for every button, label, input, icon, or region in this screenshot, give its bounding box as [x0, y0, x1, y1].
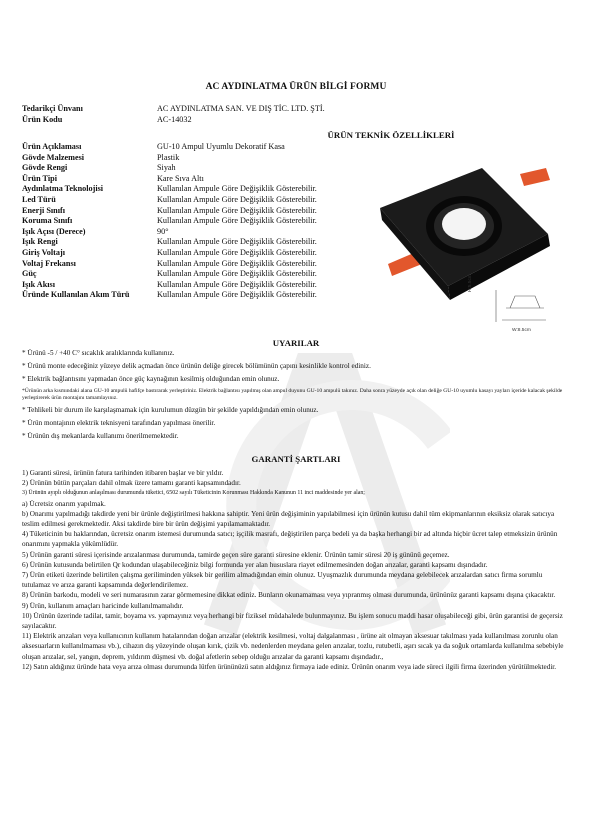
spec-label: Giriş Voltajı: [22, 247, 65, 257]
warranty-title: GARANTİ ŞARTLARI: [251, 454, 341, 464]
warranty-item: b) Onarımı yapılmadığı takdirde yeni bir ürünle değiştirilmesi hakkına sahiptir. Yeni ürün değişiminin yapılabilmesi için ürünün kutusu dahil tüm ekipmanlarının eksiksiz olarak satıcıya teslim edilmesi gerekmektedir. Aksi takdirde bire bir ürün değişimi yapılamamaktadır.: [22, 509, 555, 529]
spec-row: [22, 269, 387, 280]
warranty-item: 4) Tüketicinin bu haklarından, ücretsiz onarım istemesi durumunda satıcı; işçilik masrafı, değiştirilen parça bedeli ya da başka herhangi bir ad altında hiçbir ücret talep etmeksizin ürünün onarımını yapmakla yükümlüdür.: [22, 530, 558, 549]
spec-value: Kullanılan Ampule Göre Değişiklik Gösterebilir.: [157, 290, 317, 300]
spec-value: Siyah: [157, 163, 176, 173]
spec-row: [22, 153, 387, 164]
spec-value: Kullanılan Ampule Göre Değişiklik Gösterebilir.: [157, 184, 317, 194]
spec-value: Kullanılan Ampule Göre Değişiklik Gösterebilir.: [157, 216, 317, 226]
warning-item: *Ürünün arka kısmındaki alana GU-10 ampulü hafifçe bastırarak yerleştiriniz. Elektrik bağlantısı yapılmış olan ampul duyunu GU-10 ampulü takınız. Daha sonra yüzeyde açık olan deliğe GU-10 uyumlu kasayı yayları içeride kalacak şekilde yerleştirerek ürün montajını tamamlayınız.: [22, 388, 563, 402]
spec-row: [22, 237, 387, 248]
spec-label: Işık Rengi: [22, 237, 58, 247]
product-code-row: [22, 115, 387, 126]
warranty-item: 12) Satın aldığınız üründe hata veya arıza olması durumunda lütfen ürününüzü satın aldığınız firmaya iade ediniz. Ürünün onarım veya iade süreci ilgili firma üzerinden yürütülmektedir.: [22, 662, 557, 671]
product-code-label: Ürün Kodu: [22, 114, 63, 124]
spec-value: Kullanılan Ampule Göre Değişiklik Gösterebilir.: [157, 247, 317, 257]
spec-value: Kullanılan Ampule Göre Değişiklik Gösterebilir.: [157, 258, 317, 268]
spec-label: Üründe Kullanılan Akım Türü: [22, 290, 130, 300]
warnings-title: UYARILAR: [272, 338, 320, 348]
spec-label: Ürün Açıklaması: [22, 142, 82, 151]
spec-value: Kullanılan Ampule Göre Değişiklik Gösterebilir.: [157, 194, 317, 204]
warnings-list: [22, 349, 570, 445]
product-image: [370, 160, 570, 350]
warning-item: * Ürünü monte edeceğiniz yüzeye delik açmadan önce ürünün deliğe girecek bölümünün çapını kesinlikle kontrol ediniz.: [22, 362, 371, 370]
warranty-item: 3) Ürünün ayıplı olduğunun anlaşılması durumunda tüketici, 6502 sayılı Tüketicinin Korunması Hakkında Kanunun 11 inci maddesinde yer alan;: [22, 490, 365, 497]
spec-value: Kullanılan Ampule Göre Değişiklik Gösterebilir.: [157, 205, 317, 215]
spec-row: [22, 227, 387, 238]
spec-label: Ürün Tipi: [22, 173, 57, 183]
height-dimension-label: H:5.5cm: [468, 274, 473, 292]
warranty-list: [22, 468, 570, 672]
warranty-item: 2) Ürünün bütün parçaları dahil olmak üzere tamamı garanti kapsamındadır.: [22, 479, 241, 488]
supplier-table: [22, 104, 387, 125]
width-dimension-label: W:8.5cm: [512, 328, 531, 333]
warning-item: * Elektrik bağlantısını yapmadan önce güç kaynağının kesilmiş olduğundan emin olunuz.: [22, 375, 280, 383]
form-title: AC AYDINLATMA ÜRÜN BİLGİ FORMU: [205, 82, 387, 92]
spec-value: Kare Sıva Altı: [157, 173, 204, 183]
spec-value: Plastik: [157, 152, 180, 162]
warranty-item: 7) Ürün etiketi üzerinde belirtilen çalışma geriliminden yüksek bir gerilim almadığından emin olunuz. Uyuşmazlık durumunda meydana gelebilecek arızalardan satıcı firma sorumlu tutulamaz ve arıza garanti kapsamında değerlendirilemez.: [22, 571, 543, 590]
spec-value: 90°: [157, 226, 169, 236]
warranty-item: 1) Garanti süresi, ürünün fatura tarihinden itibaren başlar ve bir yıldır.: [22, 469, 224, 477]
spec-row: [22, 259, 387, 270]
spec-label: Işık Açısı (Derece): [22, 226, 86, 236]
spec-label: Led Türü: [22, 194, 56, 204]
spec-row: [22, 163, 387, 174]
warning-item: * Ürünü -5 / +40 C° sıcaklık aralıklarında kullanınız.: [22, 349, 175, 357]
spec-row: [22, 195, 387, 206]
spec-label: Güç: [22, 269, 37, 279]
supplier-row: [22, 104, 387, 115]
spec-row: [22, 248, 387, 259]
spec-row: [22, 216, 387, 227]
warranty-item: 8) Ürünün barkodu, modeli ve seri numarasının zarar görmemesine dikkat ediniz. Bunların okunamaması veya yıpranmış olması durumunda, ürününüz garanti kapsamı dışına çıkacaktır.: [22, 591, 556, 600]
supplier-value: AC AYDINLATMA SAN. VE DIŞ TİC. LTD. ŞTİ.: [157, 104, 325, 113]
spec-value: Kullanılan Ampule Göre Değişiklik Gösterebilir.: [157, 269, 317, 279]
spec-section-title: ÜRÜN TEKNİK ÖZELLİKLERİ: [327, 130, 455, 140]
spec-value: GU-10 Ampul Uyumlu Dekoratif Kasa: [157, 142, 285, 151]
spec-table: [22, 142, 387, 301]
supplier-label: Tedarikçi Ünvanı: [22, 104, 83, 113]
warranty-item: 5) Ürünün garanti süresi içerisinde arızalanması durumunda, tamirde geçen süre garanti süresine eklenir. Ürünün tamir süresi 20 iş gününü geçemez.: [22, 550, 450, 559]
spec-row: [22, 206, 387, 217]
warning-item: * Ürün montajının elektrik teknisyeni tarafından yapılması önerilir.: [22, 419, 216, 428]
spec-label: Gövde Rengi: [22, 163, 68, 173]
product-code-value: AC-14032: [157, 114, 192, 124]
spec-label: Koruma Sınıfı: [22, 216, 73, 226]
spec-label: Enerji Sınıfı: [22, 205, 65, 215]
spec-label: Aydınlatma Teknolojisi: [22, 184, 104, 194]
warranty-item: 9) Ürün, kullanım amaçları haricinde kullanılmamalıdır.: [22, 601, 184, 610]
spec-row: [22, 174, 387, 185]
warning-item: * Ürünün dış mekanlarda kullanımı önerilmemektedir.: [22, 432, 179, 441]
warning-item: * Tehlikeli bir durum ile karşılaşmamak için kurulumun düzgün bir şekilde yapıldığından emin olunuz.: [22, 406, 319, 415]
spec-value: Kullanılan Ampule Göre Değişiklik Gösterebilir.: [157, 237, 317, 247]
spec-value: Kullanılan Ampule Göre Değişiklik Gösterebilir.: [157, 279, 317, 289]
spec-label: Gövde Malzemesi: [22, 152, 85, 162]
warranty-item: 10) Ürünün üzerinde tadilat, tamir, boyama vs. yapmayınız veya herhangi bir fiziksel müdahalede bulunmayınız. Bu işlem sonucu maddi hasar oluşabileceği gibi, ürün garantisi de geçersiz sayılacaktır.: [22, 611, 563, 631]
warranty-item: a) Ücretsiz onarım yapılmak.: [22, 499, 106, 508]
warranty-item: 11) Elektrik arızaları veya kullanıcının kullanım hatalarından doğan arızalar (elektrik kesilmesi, voltaj dalgalanması , ürüne ait olmayan aksesuar takılması yada kullanılması zorunlu olan aksesuarların kullanılmaması vb.), cihazın dış yüzeyinde oluşan kırık, çizik vb. nedenlerden meydana gelen arızalar, tozlu, rutubetli, aşırı sıcak ya da soğuk ortamlarda kullanılma sebebiyle oluşan arızalar, sel, yangın, deprem, yıldırım düşmesi vb. doğal afetlerin sebep olduğu arızalar da garanti kapsamı dışındadır.,: [22, 632, 564, 661]
spec-label: Işık Akısı: [22, 279, 55, 289]
spec-row: [22, 280, 387, 291]
warranty-item: 6) Ürünün kutusunda belirtilen Qr kodundan ulaşabileceğiniz bilgi formunda yer alan hususlara riayet edilmemesinden doğan arızalar, garanti kapsamı dışındadır.: [22, 560, 488, 569]
spec-row: [22, 142, 387, 153]
spec-row: [22, 290, 387, 301]
spec-label: Voltaj Frekansı: [22, 258, 76, 268]
spec-row: [22, 184, 387, 195]
